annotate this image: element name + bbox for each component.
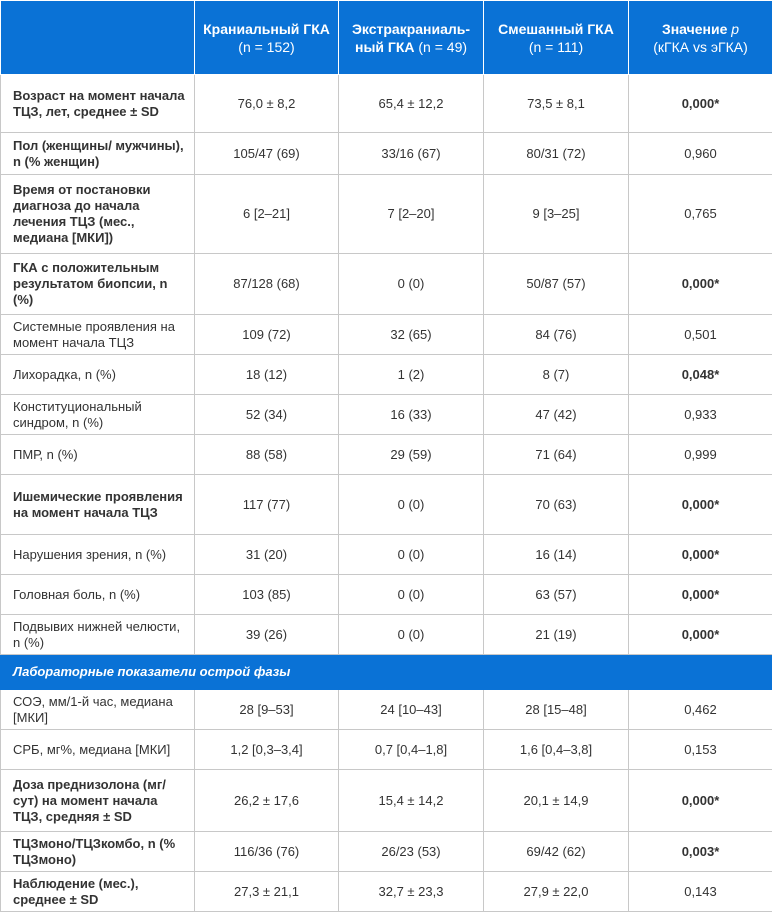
row-label: ТЦЗмоно/ТЦЗкомбо, n (% ТЦЗмоно) <box>1 832 195 872</box>
cell-cranial: 1,2 [0,3–3,4] <box>195 730 339 770</box>
cell-pvalue: 0,000* <box>629 75 772 133</box>
cell-extracranial: 65,4 ± 12,2 <box>339 75 484 133</box>
cell-pvalue: 0,501 <box>629 315 772 355</box>
row-label: СОЭ, мм/1-й час, медиана [МКИ] <box>1 690 195 730</box>
header-extracranial-title-b: ный ГКА <box>354 38 415 55</box>
cell-extracranial: 32,7 ± 23,3 <box>339 872 484 912</box>
cell-pvalue: 0,999 <box>629 435 772 475</box>
table-body <box>1 75 772 912</box>
cell-extracranial: 0 (0) <box>339 535 484 575</box>
cell-cranial: 39 (26) <box>195 615 339 655</box>
header-corner <box>1 1 195 75</box>
table-row <box>1 535 772 575</box>
cell-mixed: 1,6 [0,4–3,8] <box>484 730 629 770</box>
cell-cranial: 117 (77) <box>195 475 339 535</box>
cell-cranial: 105/47 (69) <box>195 133 339 175</box>
cell-pvalue: 0,000* <box>629 615 772 655</box>
header-cranial <box>195 1 339 75</box>
cell-pvalue: 0,000* <box>629 575 772 615</box>
cell-mixed: 27,9 ± 22,0 <box>484 872 629 912</box>
table-row <box>1 133 772 175</box>
header-pvalue-title: Значение <box>661 20 728 37</box>
cell-extracranial: 29 (59) <box>339 435 484 475</box>
row-label: Подвывих нижней челюсти, n (%) <box>1 615 195 655</box>
cell-mixed: 80/31 (72) <box>484 133 629 175</box>
row-label: Пол (женщины/ мужчины), n (% женщин) <box>1 133 195 175</box>
cell-mixed: 71 (64) <box>484 435 629 475</box>
cell-mixed: 16 (14) <box>484 535 629 575</box>
cell-cranial: 6 [2–21] <box>195 175 339 254</box>
cell-extracranial: 16 (33) <box>339 395 484 435</box>
cell-mixed: 84 (76) <box>484 315 629 355</box>
table-row <box>1 690 772 730</box>
section-title: Лабораторные показатели острой фазы <box>1 655 772 690</box>
header-extracranial-n: (n = 49) <box>418 38 468 55</box>
cell-cranial: 76,0 ± 8,2 <box>195 75 339 133</box>
cell-extracranial: 32 (65) <box>339 315 484 355</box>
cell-extracranial: 0 (0) <box>339 475 484 535</box>
cell-pvalue: 0,933 <box>629 395 772 435</box>
table-row <box>1 770 772 832</box>
row-label: ГКА с положительным результатом биопсии, n (%) <box>1 254 195 315</box>
cell-cranial: 31 (20) <box>195 535 339 575</box>
cell-extracranial: 0,7 [0,4–1,8] <box>339 730 484 770</box>
row-label: Лихорадка, n (%) <box>1 355 195 395</box>
table-row <box>1 175 772 254</box>
row-label: СРБ, мг%, медиана [МКИ] <box>1 730 195 770</box>
header-cranial-n: (n = 152) <box>238 38 295 55</box>
cell-mixed: 8 (7) <box>484 355 629 395</box>
row-label: Наблюдение (мес.), среднее ± SD <box>1 872 195 912</box>
row-label: Время от постановки диагноза до начала лечения ТЦЗ (мес., медиана [МКИ]) <box>1 175 195 254</box>
table-row <box>1 575 772 615</box>
cell-mixed: 9 [3–25] <box>484 175 629 254</box>
cell-extracranial: 7 [2–20] <box>339 175 484 254</box>
cell-mixed: 28 [15–48] <box>484 690 629 730</box>
row-label: Головная боль, n (%) <box>1 575 195 615</box>
header-pvalue-sub: (кГКА vs эГКА) <box>653 38 748 55</box>
cell-extracranial: 26/23 (53) <box>339 832 484 872</box>
table-row <box>1 395 772 435</box>
cell-pvalue: 0,765 <box>629 175 772 254</box>
header-pvalue-p: p <box>731 20 740 37</box>
cell-pvalue: 0,000* <box>629 254 772 315</box>
section-header-row <box>1 655 772 690</box>
cell-extracranial: 15,4 ± 14,2 <box>339 770 484 832</box>
cell-pvalue: 0,462 <box>629 690 772 730</box>
cell-extracranial: 1 (2) <box>339 355 484 395</box>
cell-cranial: 18 (12) <box>195 355 339 395</box>
cell-pvalue: 0,000* <box>629 535 772 575</box>
cell-mixed: 47 (42) <box>484 395 629 435</box>
cell-extracranial: 24 [10–43] <box>339 690 484 730</box>
cell-mixed: 50/87 (57) <box>484 254 629 315</box>
cell-pvalue: 0,000* <box>629 475 772 535</box>
table-row <box>1 832 772 872</box>
cell-cranial: 109 (72) <box>195 315 339 355</box>
cell-extracranial: 0 (0) <box>339 575 484 615</box>
table-row <box>1 475 772 535</box>
table-header <box>1 1 772 75</box>
cell-pvalue: 0,048* <box>629 355 772 395</box>
cell-cranial: 87/128 (68) <box>195 254 339 315</box>
cell-cranial: 27,3 ± 21,1 <box>195 872 339 912</box>
cell-mixed: 70 (63) <box>484 475 629 535</box>
cell-pvalue: 0,143 <box>629 872 772 912</box>
header-mixed <box>484 1 629 75</box>
cell-extracranial: 33/16 (67) <box>339 133 484 175</box>
cell-cranial: 26,2 ± 17,6 <box>195 770 339 832</box>
table-row <box>1 435 772 475</box>
cell-pvalue: 0,960 <box>629 133 772 175</box>
cell-cranial: 28 [9–53] <box>195 690 339 730</box>
cell-extracranial: 0 (0) <box>339 254 484 315</box>
row-label: Возраст на момент начала ТЦЗ, лет, среднее ± SD <box>1 75 195 133</box>
cell-cranial: 116/36 (76) <box>195 832 339 872</box>
row-label: Системные проявления на момент начала ТЦЗ <box>1 315 195 355</box>
header-extracranial <box>339 1 484 75</box>
cell-mixed: 69/42 (62) <box>484 832 629 872</box>
cell-mixed: 63 (57) <box>484 575 629 615</box>
table-row <box>1 872 772 912</box>
row-label: Доза преднизолона (мг/сут) на момент начала ТЦЗ, средняя ± SD <box>1 770 195 832</box>
table-row <box>1 615 772 655</box>
header-mixed-n: (n = 111) <box>528 38 584 55</box>
cell-cranial: 103 (85) <box>195 575 339 615</box>
cell-pvalue: 0,000* <box>629 770 772 832</box>
table-row <box>1 75 772 133</box>
cell-mixed: 73,5 ± 8,1 <box>484 75 629 133</box>
row-label: Нарушения зрения, n (%) <box>1 535 195 575</box>
header-cranial-title: Краниальный ГКА <box>203 20 330 37</box>
row-label: ПМР, n (%) <box>1 435 195 475</box>
header-mixed-title: Смешанный ГКА <box>498 20 614 37</box>
table-row <box>1 355 772 395</box>
table-row <box>1 730 772 770</box>
cell-mixed: 21 (19) <box>484 615 629 655</box>
row-label: Конституциональный синдром, n (%) <box>1 395 195 435</box>
cell-cranial: 88 (58) <box>195 435 339 475</box>
table-row <box>1 254 772 315</box>
row-label: Ишемические проявления на момент начала ТЦЗ <box>1 475 195 535</box>
header-pvalue <box>629 1 772 75</box>
cell-extracranial: 0 (0) <box>339 615 484 655</box>
table-row <box>1 315 772 355</box>
cell-cranial: 52 (34) <box>195 395 339 435</box>
cell-pvalue: 0,003* <box>629 832 772 872</box>
header-extracranial-title-a: Экстракраниаль- <box>351 20 471 37</box>
cell-mixed: 20,1 ± 14,9 <box>484 770 629 832</box>
cell-pvalue: 0,153 <box>629 730 772 770</box>
